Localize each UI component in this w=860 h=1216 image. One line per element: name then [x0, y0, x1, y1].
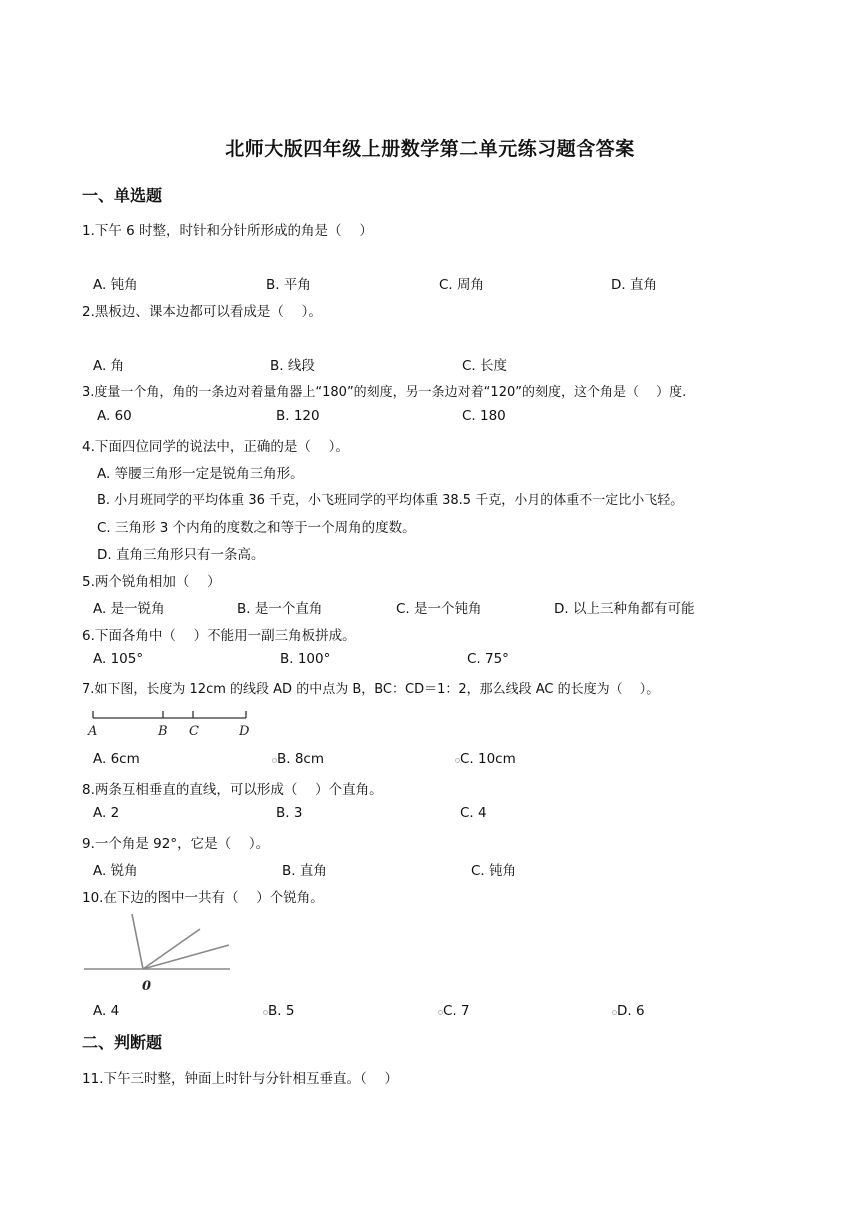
label-a: A: [88, 724, 98, 739]
q2-option-c: C. 长度: [462, 358, 508, 374]
q8-option-c: C. 4: [460, 805, 487, 821]
q7-option-b: B. 8cm: [277, 751, 325, 767]
label-d: D: [239, 724, 250, 739]
question-11: 11.下午三时整，钟面上时针与分针相互垂直。（ ）: [82, 1071, 399, 1087]
q1-option-b: B. 平角: [266, 277, 311, 293]
question-3: 3.度量一个角，角的一条边对着量角器上“180”的刻度，另一条边对着“120”的刻度，这个角是（ ）度.: [82, 385, 687, 400]
q5-option-d: D. 以上三种角都有可能: [554, 601, 695, 617]
q9-option-a: A. 锐角: [93, 863, 138, 879]
q4-option-c: C. 三角形 3 个内角的度数之和等于一个周角的度数。: [97, 520, 416, 536]
q4-option-b: B. 小月班同学的平均体重 36 千克，小飞班同学的平均体重 38.5 千克，小月的体重不一定比小飞轻。: [97, 493, 684, 508]
q7-option-a: A. 6cm: [93, 751, 140, 767]
q1-option-c: C. 周角: [439, 277, 485, 293]
question-7: 7.如下图，长度为 12cm 的线段 AD 的中点为 B，BC：CD＝1：2，那么线段 AC 的长度为（ ）。: [82, 682, 660, 697]
q6-option-c: C. 75°: [467, 651, 509, 667]
ray-vertical: [132, 914, 143, 969]
question-10: 10.在下边的图中一共有（ ）个锐角。: [82, 890, 324, 906]
question-9: 9.一个角是 92°，它是（ ）。: [82, 836, 270, 852]
q4-option-d: D. 直角三角形只有一条高。: [97, 547, 265, 563]
q10-option-d: D. 6: [617, 1003, 645, 1019]
q6-option-b: B. 100°: [280, 651, 331, 667]
q3-option-c: C. 180: [462, 408, 506, 424]
vertex-label: 0: [142, 979, 152, 994]
q5-option-a: A. 是一锐角: [93, 601, 165, 617]
q4-option-a: A. 等腰三角形一定是锐角三角形。: [97, 466, 304, 482]
q9-option-c: C. 钝角: [471, 863, 517, 879]
q1-option-d: D. 直角: [611, 277, 657, 293]
question-6: 6.下面各角中（ ）不能用一副三角板拼成。: [82, 628, 356, 644]
question-1: 1.下午 6 时整，时针和分针所形成的角是（ ）: [82, 223, 373, 239]
q8-option-b: B. 3: [276, 805, 303, 821]
q6-option-a: A. 105°: [93, 651, 144, 667]
q5-option-c: C. 是一个钝角: [396, 601, 482, 617]
q5-option-b: B. 是一个直角: [237, 601, 323, 617]
q2-option-a: A. 角: [93, 358, 125, 374]
question-8: 8.两条互相垂直的直线，可以形成（ ）个直角。: [82, 782, 383, 798]
q10-option-c: C. 7: [443, 1003, 470, 1019]
label-b: B: [158, 724, 168, 739]
q8-option-a: A. 2: [93, 805, 120, 821]
q1-option-a: A. 钝角: [93, 277, 138, 293]
question-5: 5.两个锐角相加（ ）: [82, 574, 221, 590]
q10-option-a: A. 4: [93, 1003, 120, 1019]
segment-figure: [82, 706, 257, 742]
ray-steep: [143, 929, 200, 969]
label-c: C: [189, 724, 199, 739]
section-heading-single-choice: 一、单选题: [82, 186, 163, 205]
q9-option-b: B. 直角: [282, 863, 327, 879]
ray-shallow: [143, 945, 229, 969]
angle-figure: [82, 912, 234, 996]
question-4: 4.下面四位同学的说法中，正确的是（ ）。: [82, 439, 349, 455]
section-heading-true-false: 二、判断题: [82, 1033, 163, 1052]
q7-option-c: C. 10cm: [460, 751, 516, 767]
question-2: 2.黑板边、课本边都可以看成是（ ）。: [82, 304, 322, 320]
q2-option-b: B. 线段: [270, 358, 315, 374]
q3-option-b: B. 120: [276, 408, 320, 424]
q3-option-a: A. 60: [97, 408, 132, 424]
page-title: 北师大版四年级上册数学第二单元练习题含答案: [225, 138, 635, 160]
q10-option-b: B. 5: [268, 1003, 295, 1019]
